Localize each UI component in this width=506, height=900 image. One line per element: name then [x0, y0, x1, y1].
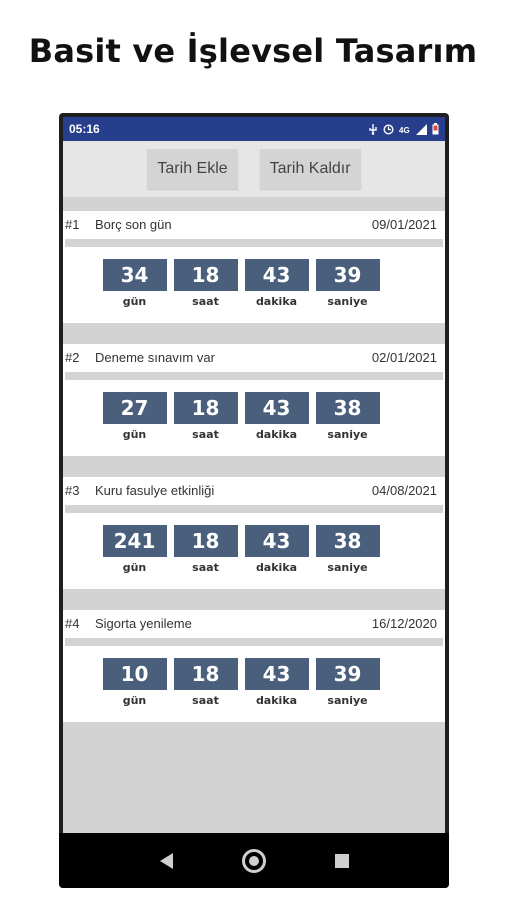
minutes-label: dakika [255, 694, 298, 707]
phone-frame [59, 113, 449, 888]
days-value: 241 [103, 525, 167, 557]
event-card[interactable] [63, 211, 445, 323]
event-card[interactable] [63, 477, 445, 589]
days-label: gün [122, 694, 147, 707]
hours-label: saat [192, 694, 219, 707]
days-value: 34 [103, 259, 167, 291]
seconds-label: saniye [327, 561, 368, 574]
event-date: 16/12/2020 [371, 615, 437, 631]
seconds-value: 38 [316, 525, 380, 557]
seconds-value: 39 [316, 259, 380, 291]
minutes-value: 43 [245, 392, 309, 424]
days-label: gün [122, 561, 147, 574]
event-title: Borç son gün [95, 216, 172, 232]
minutes-label: dakika [255, 295, 298, 308]
hours-value: 18 [174, 525, 238, 557]
usb-icon [368, 124, 378, 135]
event-date: 04/08/2021 [371, 482, 437, 498]
seconds-label: saniye [327, 428, 368, 441]
minutes-value: 43 [245, 525, 309, 557]
minutes-value: 43 [245, 658, 309, 690]
countdown [63, 525, 445, 574]
svg-text:4G: 4G [399, 125, 410, 135]
event-number: #2 [65, 349, 80, 365]
days-value: 10 [103, 658, 167, 690]
minutes-label: dakika [255, 428, 298, 441]
add-date-button[interactable]: Tarih Ekle [147, 149, 237, 189]
countdown [63, 658, 445, 707]
signal-icon [416, 124, 427, 135]
battery-icon [432, 123, 439, 135]
seconds-label: saniye [327, 295, 368, 308]
event-number: #3 [65, 482, 80, 498]
hours-value: 18 [174, 259, 238, 291]
days-value: 27 [103, 392, 167, 424]
minutes-label: dakika [255, 561, 298, 574]
days-label: gün [122, 428, 147, 441]
card-divider [65, 638, 443, 646]
status-time: 05:16 [69, 122, 100, 136]
card-divider [65, 239, 443, 247]
remove-date-button[interactable]: Tarih Kaldır [260, 149, 361, 189]
card-divider [65, 372, 443, 380]
app-screen [63, 117, 445, 833]
promo-headline: Basit ve İşlevsel Tasarım [28, 32, 478, 70]
event-title: Kuru fasulye etkinliği [95, 482, 215, 498]
event-date: 02/01/2021 [371, 349, 437, 365]
event-title: Deneme sınavım var [95, 349, 215, 365]
days-label: gün [122, 295, 147, 308]
seconds-label: saniye [327, 694, 368, 707]
seconds-value: 38 [316, 392, 380, 424]
sync-icon [383, 124, 394, 135]
card-divider [65, 505, 443, 513]
event-card[interactable] [63, 610, 445, 722]
countdown [63, 259, 445, 308]
event-number: #1 [65, 216, 80, 232]
back-icon[interactable] [160, 853, 173, 869]
navigation-bar [59, 833, 449, 888]
hours-label: saat [192, 561, 219, 574]
event-date: 09/01/2021 [371, 216, 437, 232]
event-number: #4 [65, 615, 80, 631]
hours-label: saat [192, 295, 219, 308]
hours-label: saat [192, 428, 219, 441]
event-title: Sigorta yenileme [95, 615, 192, 631]
seconds-value: 39 [316, 658, 380, 690]
status-bar [63, 117, 445, 141]
minutes-value: 43 [245, 259, 309, 291]
recent-apps-icon[interactable] [335, 854, 349, 868]
hours-value: 18 [174, 658, 238, 690]
countdown [63, 392, 445, 441]
event-card[interactable] [63, 344, 445, 456]
home-icon[interactable] [242, 849, 266, 873]
lte-icon [399, 124, 411, 135]
hours-value: 18 [174, 392, 238, 424]
action-toolbar [63, 141, 445, 197]
